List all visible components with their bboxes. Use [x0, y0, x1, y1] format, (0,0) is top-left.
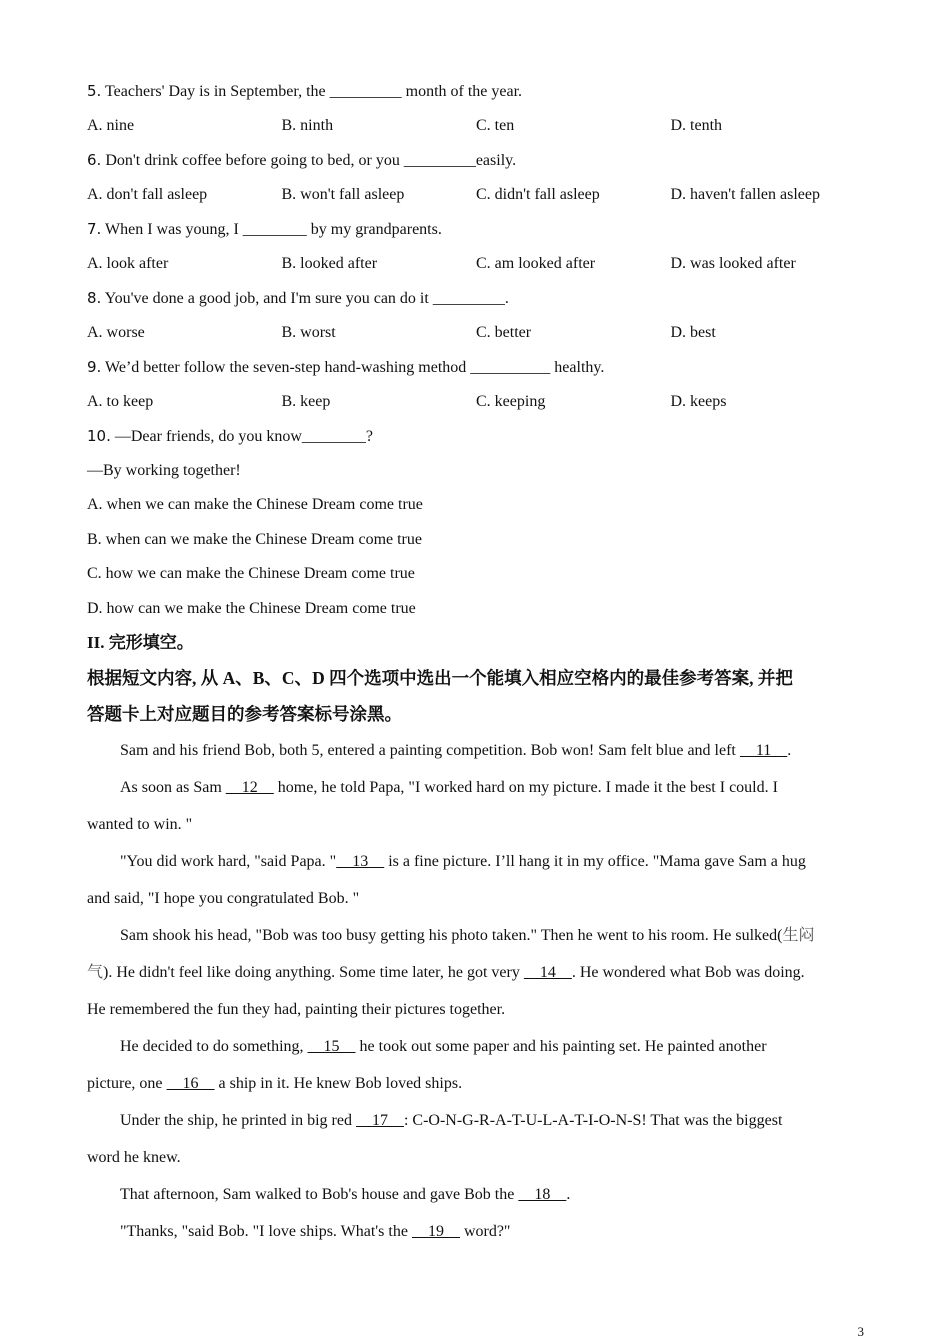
instruction-line-1: 根据短文内容, 从 A、B、C、D 四个选项中选出一个能填入相应空格内的最佳参考答案, 并把 — [87, 668, 793, 688]
passage-text: . — [787, 742, 792, 759]
option-a: A. don't fall asleep — [87, 185, 208, 203]
blank-11: 11 — [739, 742, 788, 759]
question-text: When I was young, I ________ by my grandparents. — [101, 221, 442, 238]
cloze-passage — [87, 732, 867, 1250]
blank-14: 14 — [523, 964, 572, 981]
passage-line — [87, 954, 867, 991]
passage-line — [87, 1065, 867, 1102]
passage-line — [87, 1102, 867, 1139]
question-text: Don't drink coffee before going to bed, or you _________easily. — [101, 152, 517, 169]
passage-text: word?" — [459, 1223, 511, 1240]
passage-line — [87, 843, 867, 880]
option-d: D. haven't fallen asleep — [670, 185, 820, 203]
exam-page — [87, 74, 867, 1250]
question-text: —Dear friends, do you know________? — [110, 428, 374, 445]
passage-text: Sam shook his head, "Bob was too busy getting his photo taken." Then he went to his room. He sulked( — [120, 927, 783, 944]
question-number: 5. — [87, 82, 102, 100]
option-d: D. was looked after — [670, 254, 796, 272]
option-a: A. worse — [87, 323, 145, 341]
passage-text: a ship in it. He knew Bob loved ships. — [214, 1075, 463, 1092]
passage-line — [87, 769, 867, 806]
blank-15: 15 — [307, 1038, 356, 1055]
passage-line — [87, 917, 867, 954]
chinese-gloss: 生闷 — [782, 927, 815, 944]
blank-18: 18 — [518, 1186, 567, 1203]
passage-text: That afternoon, Sam walked to Bob's house and gave Bob the — [120, 1186, 519, 1203]
passage-text: . — [566, 1186, 571, 1203]
options-6 — [87, 178, 867, 213]
question-number: 7. — [87, 220, 102, 238]
blank-17: 17 — [355, 1112, 404, 1129]
passage-text: ). He didn't feel like doing anything. Some time later, he got very — [103, 964, 524, 981]
question-number: 10. — [87, 427, 111, 445]
blank-19: 19 — [411, 1223, 460, 1240]
passage-line — [87, 732, 867, 769]
passage-text: Under the ship, he printed in big red — [120, 1112, 356, 1129]
question-10 — [87, 419, 867, 454]
passage-text: home, he told Papa, "I worked hard on my picture. I made it the best I could. I — [273, 779, 778, 796]
question-text: You've done a good job, and I'm sure you can do it _________. — [101, 290, 509, 307]
blank-13: 13 — [336, 853, 385, 870]
option-c: C. how we can make the Chinese Dream come true — [87, 565, 415, 582]
passage-line: word he knew. — [87, 1149, 181, 1166]
question-number: 8. — [87, 289, 102, 307]
passage-line — [87, 1213, 867, 1250]
passage-text: he took out some paper and his painting set. He painted another — [355, 1038, 767, 1055]
option-a: A. nine — [87, 116, 135, 134]
options-7 — [87, 247, 867, 282]
instruction-line-2: 答题卡上对应题目的参考答案标号涂黑。 — [87, 704, 402, 724]
page-number: 3 — [857, 1324, 864, 1339]
option-c: C. better — [476, 323, 532, 341]
passage-text: Sam and his friend Bob, both 5, entered a painting competition. Bob won! Sam felt blue and left — [120, 742, 740, 759]
passage-text: As soon as Sam — [120, 779, 226, 796]
question-6 — [87, 143, 867, 178]
option-d: D. keeps — [670, 392, 727, 410]
question-9 — [87, 350, 867, 385]
option-b: B. keep — [281, 392, 331, 410]
passage-text: . He wondered what Bob was doing. — [571, 964, 805, 981]
options-5 — [87, 109, 867, 144]
option-b: B. won't fall asleep — [281, 185, 405, 203]
passage-text: "Thanks, "said Bob. "I love ships. What's the — [120, 1223, 412, 1240]
blank-12: 12 — [225, 779, 274, 796]
question-5 — [87, 74, 867, 109]
option-b: B. worst — [281, 323, 336, 341]
section-instruction — [87, 660, 867, 732]
option-c: C. am looked after — [476, 254, 596, 272]
option-c: C. keeping — [476, 392, 546, 410]
option-d: D. how can we make the Chinese Dream come true — [87, 599, 416, 617]
option-b: B. looked after — [281, 254, 378, 272]
option-d: D. tenth — [670, 116, 723, 134]
passage-text: is a fine picture. I’ll hang it in my office. "Mama gave Sam a hug — [384, 853, 806, 870]
passage-line: and said, "I hope you congratulated Bob. " — [87, 890, 360, 907]
passage-line: He remembered the fun they had, painting their pictures together. — [87, 1001, 506, 1018]
passage-text: He decided to do something, — [120, 1038, 308, 1055]
chinese-gloss: 气 — [87, 964, 104, 981]
passage-text: "You did work hard, "said Papa. " — [120, 853, 337, 870]
question-7 — [87, 212, 867, 247]
question-number: 6. — [87, 151, 102, 169]
option-c: C. didn't fall asleep — [476, 185, 600, 203]
passage-text: picture, one — [87, 1075, 167, 1092]
question-10-reply: —By working together! — [87, 461, 241, 479]
blank-16: 16 — [166, 1075, 215, 1092]
passage-line — [87, 1028, 867, 1065]
question-text: We’d better follow the seven-step hand-washing method __________ healthy. — [101, 359, 605, 376]
option-a: A. look after — [87, 254, 169, 272]
passage-line: wanted to win. " — [87, 816, 193, 833]
option-d: D. best — [670, 323, 716, 341]
option-a: A. when we can make the Chinese Dream come true — [87, 496, 423, 513]
options-8 — [87, 316, 867, 351]
options-9 — [87, 385, 867, 420]
passage-line — [87, 1176, 867, 1213]
option-b: B. when can we make the Chinese Dream come true — [87, 530, 422, 548]
option-a: A. to keep — [87, 392, 154, 410]
option-c: C. ten — [476, 116, 515, 134]
question-text: Teachers' Day is in September, the _________ month of the year. — [101, 83, 523, 100]
section-title: II. 完形填空。 — [87, 633, 194, 652]
passage-text: : C-O-N-G-R-A-T-U-L-A-T-I-O-N-S! That was the biggest — [403, 1112, 783, 1129]
option-b: B. ninth — [281, 116, 334, 134]
question-number: 9. — [87, 358, 102, 376]
question-8 — [87, 281, 867, 316]
